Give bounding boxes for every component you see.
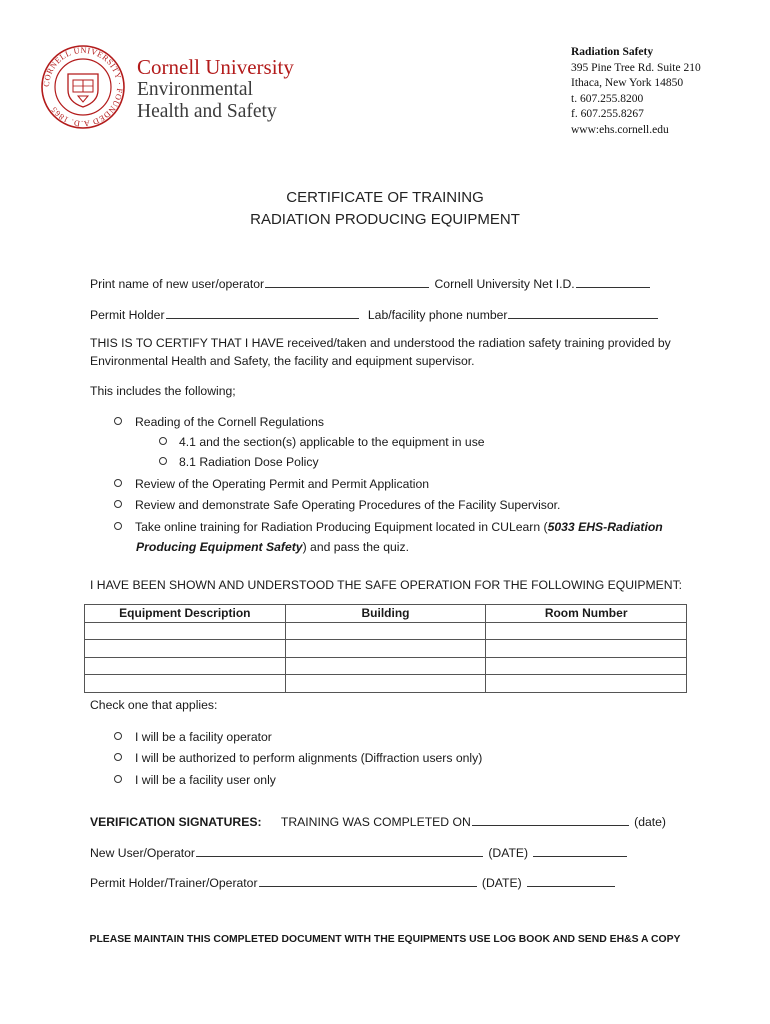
new-user-row [90,844,627,860]
equipment-heading: I HAVE BEEN SHOWN AND UNDERSTOOD THE SAFE OPERATION FOR THE FOLLOWING EQUIPMENT: [90,578,683,592]
check-option[interactable]: I will be a facility user only [114,773,276,787]
print-name-label: Print name of new user/operator [90,277,265,291]
table-cell[interactable] [285,640,486,658]
table-row [85,640,687,658]
includes-label: This includes the following; [90,384,236,398]
table-cell[interactable] [285,675,486,693]
completed-date-field[interactable] [472,813,629,826]
lab-phone-field[interactable] [508,306,658,319]
permit-holder-row [90,874,615,890]
contact-department: Radiation Safety [571,46,654,58]
certify-line2: Environmental Health and Safety, the facility and equipment supervisor. [90,354,475,368]
contact-block [571,45,701,138]
contact-web: www:ehs.cornell.edu [571,123,669,136]
cornell-seal-logo [40,44,126,130]
training-item: Review and demonstrate Safe Operating Procedures of the Facility Supervisor. [114,498,560,512]
verification-label: VERIFICATION SIGNATURES: [90,815,262,829]
document-title-line1: CERTIFICATE OF TRAINING [286,189,484,206]
column-header: Equipment Description [85,605,286,623]
contact-address1: 395 Pine Tree Rd. Suite 210 [571,61,701,74]
table-cell[interactable] [486,675,687,693]
bullet-circle-icon [114,500,122,508]
check-label: Check one that applies: [90,698,218,712]
training-item-continuation: Producing Equipment Safety) and pass the quiz. [136,540,409,554]
column-header: Room Number [486,605,687,623]
check-option[interactable]: I will be authorized to perform alignments (Diffraction users only) [114,751,482,765]
training-subitem: 8.1 Radiation Dose Policy [159,455,319,469]
table-cell[interactable] [285,622,486,640]
print-name-field[interactable] [265,275,429,288]
table-row [85,675,687,693]
equipment-table [84,604,687,693]
org-name-line1: Cornell University [137,55,294,79]
radio-circle-icon[interactable] [114,775,122,783]
contact-phone: t. 607.255.8200 [571,92,644,105]
contact-fax: f. 607.255.8267 [571,108,644,120]
table-cell[interactable] [486,657,687,675]
svg-text:CORNELL UNIVERSITY · FOUNDED A: CORNELL UNIVERSITY · FOUNDED A.D. 1865 [41,45,125,129]
verification-row [90,813,666,829]
name-netid-row [90,275,650,291]
table-header-row [85,605,687,623]
check-option[interactable]: I will be a facility operator [114,730,272,744]
contact-address2: Ithaca, New York 14850 [571,77,684,89]
permit-holder-signature-field[interactable] [259,874,477,887]
bullet-circle-icon [159,437,167,445]
footer-notice: PLEASE MAINTAIN THIS COMPLETED DOCUMENT WITH THE EQUIPMENTS USE LOG BOOK AND SEND EH&S A COPY [89,934,681,945]
permit-phone-row [90,306,658,322]
table-cell[interactable] [85,675,286,693]
radio-circle-icon[interactable] [114,732,122,740]
table-cell[interactable] [85,640,286,658]
new-user-signature-field[interactable] [196,844,483,857]
permit-holder-label: Permit Holder [90,308,165,322]
date-label: (date) [634,815,666,829]
document-title-line2: RADIATION PRODUCING EQUIPMENT [250,211,520,228]
new-user-date-field[interactable] [533,844,627,857]
column-header: Building [285,605,486,623]
completed-on-label: TRAINING WAS COMPLETED ON [280,815,471,829]
bullet-circle-icon [114,479,122,487]
training-item: Reading of the Cornell Regulations [114,415,324,429]
date-label: (DATE) [488,846,529,860]
net-id-label: Cornell University Net I.D. [434,277,575,291]
table-cell[interactable] [85,657,286,675]
permit-holder-field[interactable] [166,306,359,319]
permit-holder-date-field[interactable] [527,874,615,887]
bullet-circle-icon [159,457,167,465]
table-cell[interactable] [285,657,486,675]
training-item: Review of the Operating Permit and Permit Application [114,477,429,491]
table-cell[interactable] [486,622,687,640]
new-user-label: New User/Operator [90,846,195,860]
table-cell[interactable] [85,622,286,640]
radio-circle-icon[interactable] [114,753,122,761]
certify-line1: THIS IS TO CERTIFY THAT I HAVE received/taken and understood the radiation safety training provided by [90,336,671,350]
training-subitem: 4.1 and the section(s) applicable to the equipment in use [159,435,485,449]
table-row [85,622,687,640]
table-cell[interactable] [486,640,687,658]
table-row [85,657,687,675]
org-name-line2: Environmental [137,79,253,100]
net-id-field[interactable] [576,275,650,288]
bullet-circle-icon [114,522,122,530]
lab-phone-label: Lab/facility phone number [367,308,508,322]
org-name-line3: Health and Safety [137,101,277,122]
bullet-circle-icon [114,417,122,425]
training-item: Take online training for Radiation Producing Equipment located in CULearn (5033 EHS-Radiation [114,520,663,534]
date-label: (DATE) [481,876,522,890]
permit-holder-trainer-label: Permit Holder/Trainer/Operator [90,876,258,890]
